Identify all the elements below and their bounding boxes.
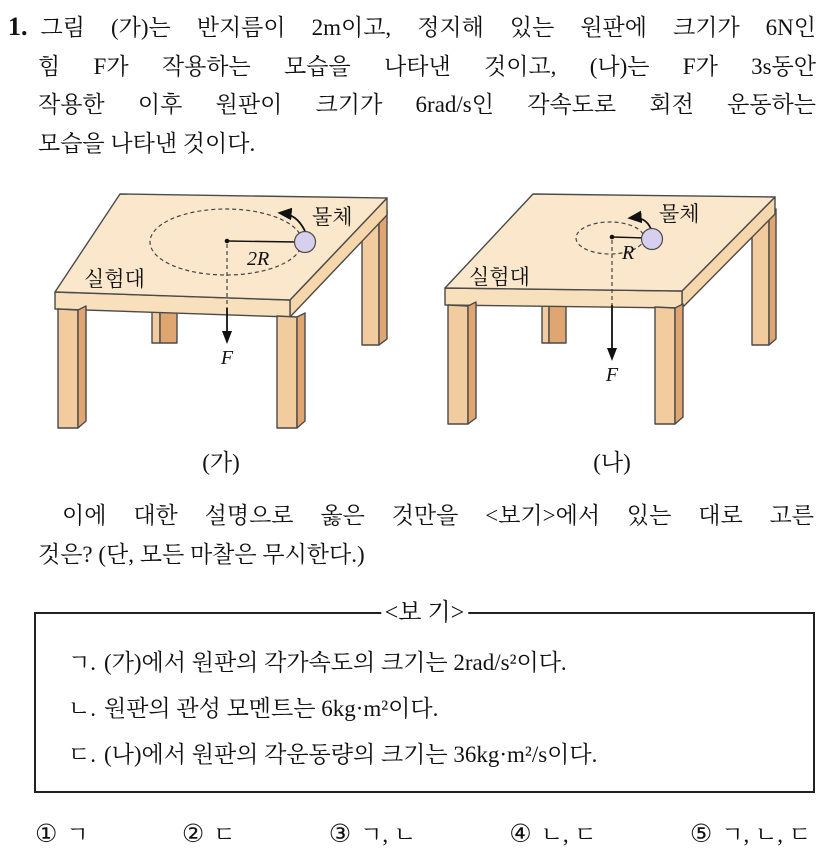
figure-na (430, 188, 831, 475)
choice-2[interactable] (182, 817, 236, 853)
choice-number: ④ (509, 821, 532, 848)
bogi-item-n (68, 686, 803, 732)
bogi-marker: ㄷ. (68, 742, 96, 767)
bogi-item-d (68, 732, 803, 778)
question-block (8, 8, 816, 163)
bogi-title: <보 기> (381, 598, 468, 628)
question-number: 1. (8, 12, 28, 41)
figure-caption: (가) (202, 450, 240, 475)
bogi-text: 원판의 관성 모멘트는 6kg·m²이다. (104, 696, 439, 721)
prompt-block (38, 497, 814, 574)
prompt-line: 이에 대한 설명으로 옳은 것만을 <보기>에서 있는 대로 고른 (62, 503, 814, 528)
choice-number: ③ (328, 821, 352, 848)
table-leg-front-left (58, 306, 86, 428)
bogi-text: (가)에서 원판의 각가속도의 크기는 2rad/s²이다. (104, 650, 567, 675)
surface-label: 실험대 (469, 265, 530, 289)
question-line (8, 8, 816, 48)
choice-text: ㄷ (213, 822, 236, 847)
question-text-line: 힘 F가 작용하는 모습을 나타낸 것이고, (나)는 F가 3s동안 (38, 53, 816, 79)
table-leg-back-left (542, 305, 566, 343)
object-label: 물체 (312, 205, 353, 229)
object-ball (295, 232, 316, 253)
force-label: F (220, 347, 234, 369)
figure-caption: (나) (593, 450, 631, 475)
radius-line (612, 237, 645, 238)
choice-number: ② (181, 821, 205, 848)
bogi-text: (나)에서 원판의 각운동량의 크기는 36kg·m²/s이다. (104, 742, 598, 767)
question-text-line: 모습을 나타낸 것이다. (38, 130, 256, 156)
bogi-marker: ㄱ. (68, 650, 96, 675)
force-label: F (605, 364, 619, 386)
table-leg-front-left (448, 302, 476, 424)
table-leg-front-right (277, 313, 305, 428)
choice-text: ㄴ, ㄷ (540, 822, 597, 847)
bogi-item-g (68, 640, 803, 686)
object-label: 물체 (659, 202, 700, 226)
choice-number: ⑤ (689, 821, 713, 848)
choice-4[interactable] (509, 817, 596, 853)
radius-label: 2R (247, 248, 270, 270)
question-text-line: 작용한 이후 원판이 크기가 6rad/s인 각속도로 회전 운동하는 (38, 92, 816, 117)
question-text-line: 그림 (가)는 반지름이 2m이고, 정지해 있는 원판에 크기가 6N인 (40, 15, 816, 40)
bogi-box (34, 600, 815, 793)
choice-number: ① (35, 821, 58, 848)
choice-1[interactable] (35, 817, 89, 853)
choice-5[interactable] (690, 817, 811, 853)
answer-choices (35, 817, 811, 853)
force-arrowhead-icon (607, 348, 617, 361)
choice-text: ㄱ (66, 822, 89, 847)
figure-ga (34, 188, 430, 475)
table-leg-front-right (655, 304, 683, 424)
radius-line (227, 241, 298, 242)
choice-text: ㄱ, ㄴ (360, 822, 417, 847)
bogi-items (36, 614, 813, 778)
prompt-line: 것은? (단, 모든 마찰은 무시한다.) (38, 541, 365, 567)
object-ball (642, 229, 663, 250)
force-arrowhead-icon (222, 331, 232, 344)
surface-label: 실험대 (84, 267, 145, 291)
choice-text: ㄱ, ㄴ, ㄷ (721, 822, 811, 847)
choice-3[interactable] (329, 817, 416, 853)
radius-label: R (622, 242, 635, 264)
bogi-marker: ㄴ. (68, 696, 96, 721)
